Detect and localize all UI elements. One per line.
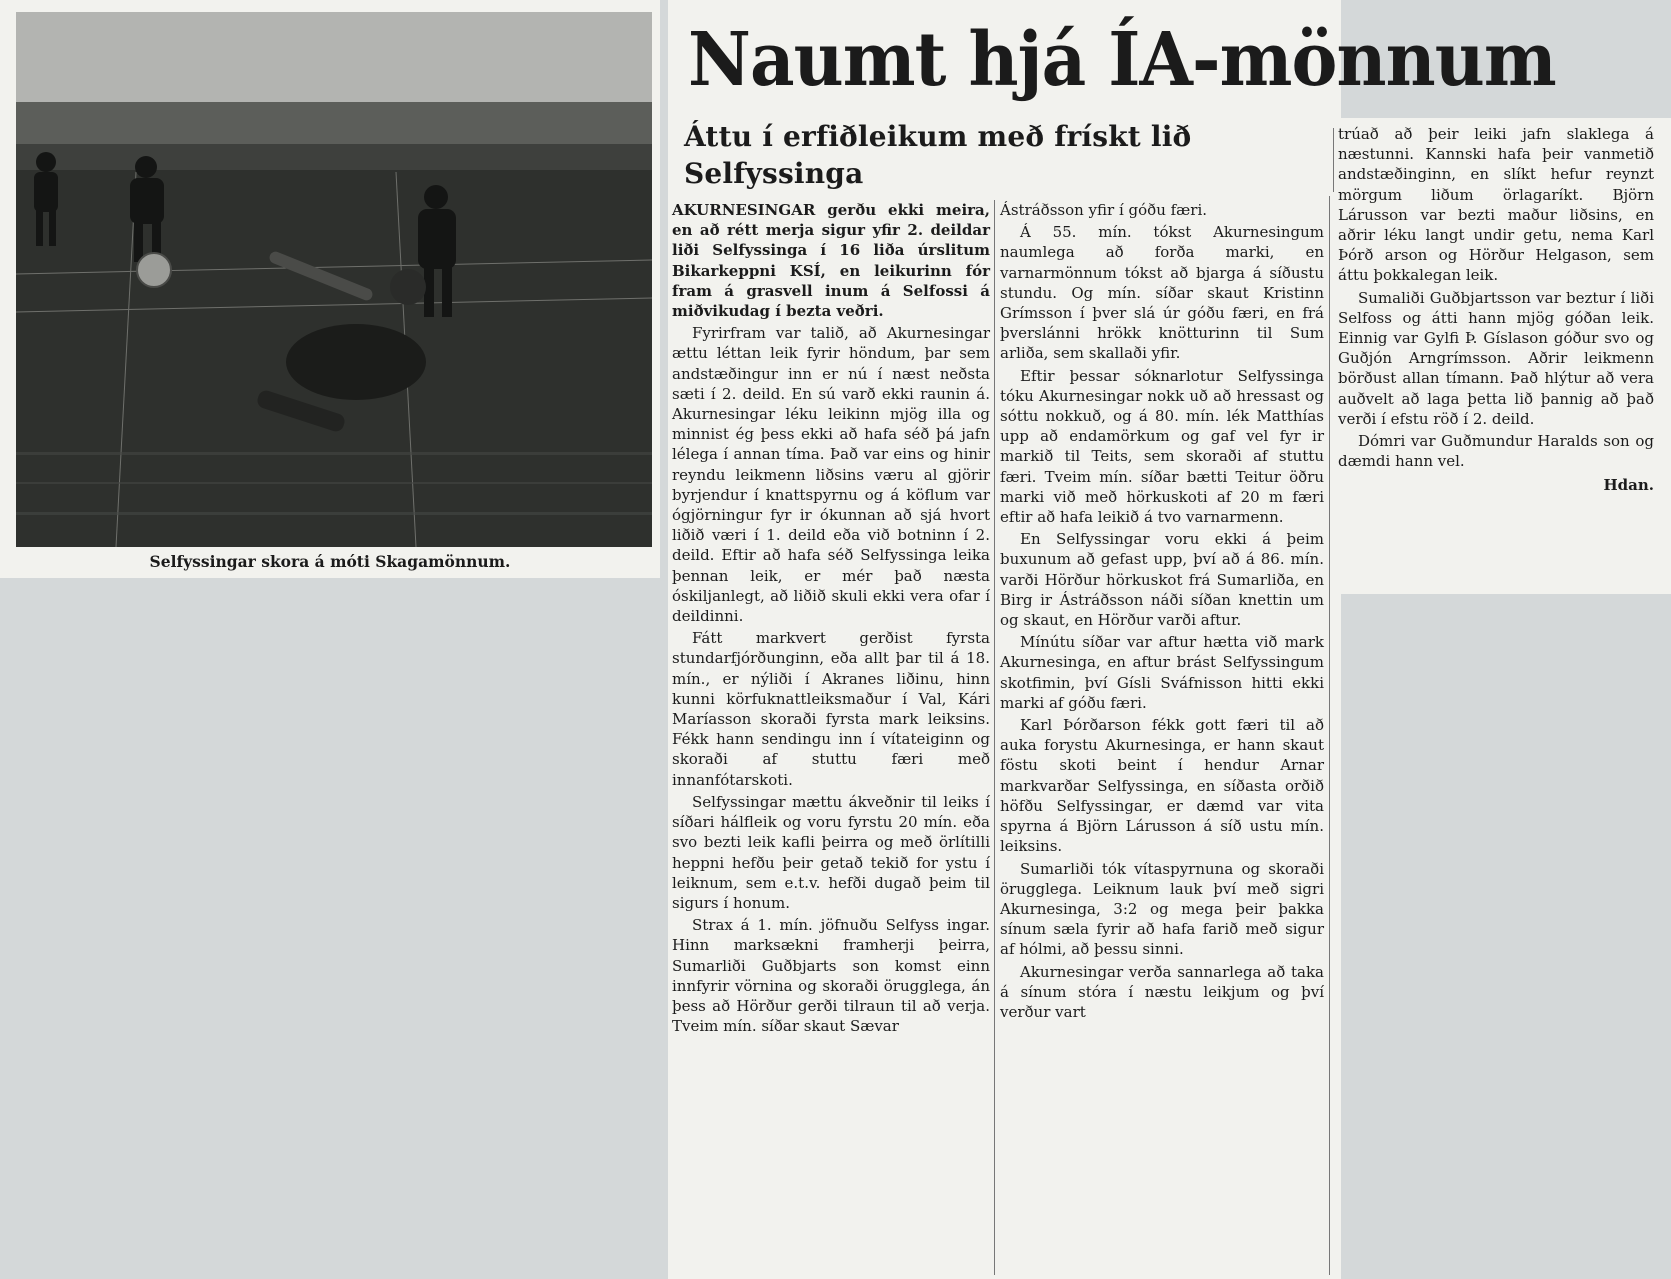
article-paragraph: Sumarliði tók vítaspyrnuna og skoraði örugglega. Leiknum lauk því með sigri Akurnesinga, 3:2 og mega þeir þakka sínum sæla fyrir að hafa farið með sigur af hólmi, að þessu sinni. (1000, 859, 1324, 959)
match-photo-illustration (16, 12, 652, 547)
article-paragraph: Ástráðsson yfir í góðu færi. (1000, 201, 1208, 219)
article-paragraph: Akurnesingar verða sannarlega að taka á sínum stóra í næstu leikjum og því verður vart (1000, 962, 1324, 1021)
article-column-2 (1000, 200, 1324, 1024)
article-paragraph: En Selfyssingar voru ekki á þeim buxunum að gefast upp, því að á 86. mín. varði Hörður hörkuskot frá Sumarliða, en Birg ir Ástráðsson náði síðan knettin um og skaut, en Hörður varði aftur. (1000, 530, 1324, 630)
article-paragraph: Karl Þórðarson fékk gott færi til að auka forystu Akurnesinga, er hann skaut föstu skoti beint í hendur Arnar markvarðar Selfyssinga, en síðasta orðið höfðu Selfyssingar, er dæmd var vita spyrna á Björn Lárusson á síð ustu mín. leiksins. (1000, 716, 1324, 856)
article-paragraph: Selfyssingar mættu ákveðnir til leiks í síðari hálfleik og voru fyrstu 20 mín. eða svo bezti leik kafli þeirra og með örlítilli heppni hefðu þeir getað tekið for ystu í leiknum, sem e.t.v. hefði dugað þeim til sigurs í honum. (672, 792, 990, 912)
article-paragraph: trúað að þeir leiki jafn slaklega á næstunni. Kannski hafa þeir vanmetið andstæðinginn, en slíkt hefur reynzt mörgum liðum örlagaríkt. Björn Lárusson var bezti maður liðsins, en aðrir léku langt undir getu, nema Karl Þórð arson og Hörður Helgason, sem áttu þokkalegan leik. (1338, 125, 1654, 285)
match-photo (16, 12, 652, 547)
photo-caption: Selfyssingar skora á móti Skagamönnum. (149, 552, 511, 571)
article-paragraph: Fátt markvert gerðist fyrsta stundarfjórðunginn, eða allt þar til á 18. mín., er nýliði í Akranes liðinu, hinn kunni körfuknattleiksmaður í Val, Kári Maríasson skoraði fyrsta mark leiksins. Fékk hann sendingu inn í vítateiginn og skoraði af stuttu færi með innanfótarskoti. (672, 629, 990, 789)
column-divider (1333, 128, 1334, 192)
article-paragraph: Mínútu síðar var aftur hætta við mark Akurnesinga, en aftur brást Selfyssingum skotfimin, því Gísli Sváfnisson hitti ekki marki af góðu færi. (1000, 633, 1324, 712)
article-paragraph: Fyrirfram var talið, að Akurnesingar ættu léttan leik fyrir höndum, þar sem andstæðingur inn er nú í næst neðsta sæti í 2. deild. En sú varð ekki raunin á. Akurnesingar léku leikinn mjög illa og minnist ég þess ekki að hafa séð þá jafn lélega í annan tíma. Það var eins og hinir reyndu leikmenn liðsins væru al gjörir byrjendur í knattspyrnu og á köflum var ógjörningur fyr ir ókunnan að sjá hvort liðið væri í 1. deild eða við botninn í 2. deild. Eftir að hafa séð Selfyssinga leika þennan leik, er mér það næsta óskiljanlegt, að liðið skuli ekki vera ofar í deildinni. (672, 324, 990, 626)
author-signature: Hdan. (1603, 476, 1654, 495)
article-paragraph: Sumaliði Guðbjartsson var beztur í liði Selfoss og átti hann mjög góðan leik. Einnig var Gylfi Þ. Gíslason góður svo og Guðjón Arngrímsson. Aðrir leikmenn börðust allan tímann. Það hlýtur að vera auðvelt að laga þetta lið þannig að það verði í efstu röð í 2. deild. (1338, 288, 1654, 428)
column-divider (994, 200, 995, 1275)
column-divider (1329, 196, 1330, 1275)
article-paragraph: Strax á 1. mín. jöfnuðu Selfyss ingar. Hinn marksækni framherji þeirra, Sumarliði Guðbjarts son komst einn innfyrir vörnina og skoraði örugglega, án þess að Hörður gerði tilraun til að verja. Tveim mín. síðar skaut Sævar (672, 916, 990, 1036)
article-column-1 (672, 200, 990, 1038)
article-lead-paragraph: AKURNESINGAR gerðu ekki meira, en að rétt merja sigur yfir 2. deildar liði Selfyssinga í 16 liða úrslitum Bikarkeppni KSÍ, en leikurinn fór fram á grasvell inum á Selfossi á miðvikudag í bezta veðri. (672, 201, 990, 321)
article-paragraph: Á 55. mín. tókst Akurnesingum naumlega að forða marki, en varnarmönnum tókst að bjarga á síðustu stundu. Og mín. síðar skaut Kristinn Grímsson í þver slá úr góðu færi, en frá þverslánni hrökk knötturinn til Sum arliða, sem skallaði yfir. (1000, 223, 1324, 363)
article-column-3 (1338, 124, 1654, 498)
subheadline: Áttu í erfiðleikum með frískt lið Selfyssinga (684, 120, 1192, 190)
article-paragraph: Eftir þessar sóknarlotur Selfyssinga tóku Akurnesingar nokk uð að hressast og sóttu nokkuð, og á 80. mín. lék Matthías upp að endamörkum og gaf vel fyr ir markið til Teits, sem skoraði af stuttu færi. Tveim mín. síðar bætti Teitur öðru marki við með hörkuskoti af 20 m færi eftir að hafa leikið á tvo varnarmenn. (1000, 366, 1324, 527)
headline: Naumt hjá ÍA-mönnum (688, 17, 1556, 103)
article-paragraph: Dómri var Guðmundur Haralds son og dæmdi hann vel. (1338, 432, 1654, 471)
